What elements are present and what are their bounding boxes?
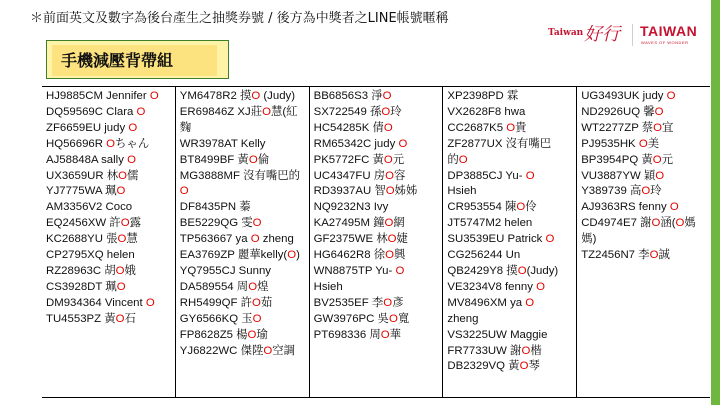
entry-text: (Judy) (526, 264, 559, 277)
entry-text: 娥 (124, 264, 136, 277)
masked-char: O (128, 121, 138, 134)
masked-char: O (106, 137, 116, 150)
winner-entry (447, 216, 574, 232)
entry-text: BB6856S3 淨 (313, 90, 383, 102)
winner-entry (46, 248, 173, 264)
entry-text: zheng (259, 233, 294, 246)
winner-entry (314, 232, 441, 248)
winner-entry (314, 312, 441, 328)
winner-entry (314, 328, 441, 344)
winner-entry (447, 232, 574, 248)
winner-entry (447, 169, 574, 185)
winner-entry (180, 232, 307, 248)
winner-entry (46, 121, 173, 137)
masked-char: O (116, 185, 126, 198)
winner-entry (314, 216, 441, 232)
masked-char: O (250, 233, 260, 246)
winner-entry (314, 121, 441, 137)
entry-text: KA27495M 鐘 (313, 217, 385, 230)
entry-text: DF8435PN 蓁 (179, 201, 251, 214)
winner-entry (447, 105, 574, 121)
entry-text: PJ9535HK (581, 137, 639, 150)
masked-char: O (545, 233, 555, 246)
entry-text: UG3493UK judy (581, 90, 667, 102)
winner-entry (314, 137, 441, 153)
entry-text: AJ58848A sally (46, 153, 128, 166)
masked-char: O (521, 344, 531, 357)
entry-text: JT5747M2 helen (447, 217, 533, 230)
winner-entry (581, 153, 708, 169)
entry-text: zheng (447, 312, 479, 325)
winner-entry (180, 248, 307, 264)
winner-entry (581, 232, 708, 248)
winner-entry (581, 184, 708, 200)
masked-char: O (252, 312, 262, 325)
logo-group (548, 20, 708, 50)
entry-text: TZ2456N7 李 (581, 249, 650, 262)
masked-char: O (248, 153, 258, 166)
winner-entry (180, 105, 307, 137)
winner-entry (46, 296, 173, 312)
logo-divider (632, 24, 633, 46)
entry-text: CS3928DT 珮 (46, 280, 117, 293)
entry-text: MG3888MF 沒有嘴巴的 (179, 169, 301, 182)
entry-text: RZ28963C 胡 (46, 264, 116, 277)
haoxing-logo: 好行 (584, 24, 620, 45)
entry-text: NQ9232N3 Ivy (313, 201, 389, 214)
masked-char: O (641, 185, 651, 198)
entry-text: ちゃん (115, 137, 150, 150)
entry-text: QB2429Y8 摸 (447, 264, 518, 277)
masked-char: O (651, 217, 661, 230)
masked-char: O (669, 201, 679, 214)
entry-text: 美 (647, 137, 660, 150)
masked-char: O (652, 153, 662, 166)
masked-char: O (649, 249, 659, 262)
entry-text: KC2688YU 張 (46, 233, 118, 246)
masked-char: O (115, 264, 125, 277)
page-title: 手機減壓背帶組 (52, 45, 217, 76)
entry-text: TP563667 ya (179, 233, 251, 246)
masked-char: O (117, 233, 127, 246)
entry-text: CP2795XQ helen (46, 249, 135, 262)
winner-entry (314, 296, 441, 312)
entry-text: ZF2877UX 沒有嘴巴 (447, 137, 552, 150)
entry-text: YJ7775WA 珮 (46, 185, 117, 198)
masked-char: O (383, 296, 393, 309)
entry-text: 誠 (658, 249, 670, 262)
entry-text: EA3769ZP 麗華kelly( (179, 249, 288, 262)
entry-text: 空調 (272, 344, 296, 357)
masked-char: O (247, 328, 257, 341)
entry-text: PT698336 周 (313, 328, 381, 341)
entry-text: 元 (661, 153, 674, 166)
entry-text: GF2375WE 林 (313, 233, 388, 246)
winner-entry (314, 200, 441, 216)
winner-entry (46, 200, 173, 216)
entry-text: TU4553PZ 黃 (46, 312, 116, 325)
entry-text: VE3234V8 fenny (447, 280, 537, 293)
winner-entry (581, 121, 708, 137)
entry-text: DA589554 周 (179, 280, 249, 293)
entry-text: CR953554 陳 (447, 201, 517, 214)
entry-text: ER69846Z XJ莊 (179, 105, 263, 118)
winner-entry (314, 280, 441, 296)
winner-entry (180, 200, 307, 216)
masked-char: O (248, 280, 258, 293)
entry-text: RM65342C judy (313, 137, 399, 150)
entry-text: VU3887YW 穎 (581, 169, 656, 182)
winner-entry (314, 153, 441, 169)
winner-column-1 (42, 87, 175, 397)
entry-text: 茹 (260, 296, 273, 309)
entry-text: 玲 (390, 105, 402, 118)
entry-text: SU3539EU Patrick (447, 233, 546, 246)
entry-text: 姊姊 (394, 185, 418, 198)
masked-char: O (395, 264, 405, 277)
entry-text: 婕 (396, 233, 408, 246)
entry-text: 興 (394, 249, 406, 262)
entry-text: 煌 (257, 280, 269, 293)
entry-text: 玲 (650, 185, 662, 198)
entry-text: BV2535EF 李 (313, 296, 384, 309)
winner-entry (581, 216, 708, 232)
entry-text: 倫 (257, 153, 270, 166)
winner-entry (581, 89, 708, 105)
entry-text: CG256244 Un (447, 249, 521, 262)
entry-text: 儒 (127, 169, 139, 182)
winner-entry (314, 248, 441, 264)
winner-entry (581, 200, 708, 216)
winner-entry (180, 312, 307, 328)
winner-entry (46, 312, 173, 328)
entry-text: HG6462R8 徐 (313, 249, 386, 262)
masked-char: O (136, 105, 146, 118)
entry-text: 涵( (660, 217, 676, 230)
entry-text: BP3954PQ 黃 (581, 153, 653, 166)
masked-char: O (517, 264, 527, 277)
winner-entry (314, 105, 441, 121)
masked-char: O (383, 153, 393, 166)
winner-entry (180, 137, 307, 153)
winner-column-2 (175, 87, 309, 397)
winner-entry (46, 89, 173, 105)
entry-text: Hsieh (447, 185, 477, 198)
masked-char: O (382, 90, 392, 102)
masked-char: O (398, 137, 408, 150)
entry-text: CD4974E7 謝 (581, 217, 652, 230)
winner-entry (46, 184, 173, 200)
taiwan-tourism-logo: Taiwan (548, 28, 584, 38)
winner-entry (180, 328, 307, 344)
winner-entry (46, 216, 173, 232)
masked-char: O (458, 153, 468, 166)
entry-text: UC4347FU 房 (313, 169, 386, 182)
entry-text: 露 (129, 217, 141, 230)
entry-text: EQ2456XW 許 (46, 217, 121, 230)
entry-text: RD3937AU 智 (313, 185, 386, 198)
masked-char: O (120, 217, 130, 230)
masked-char: O (519, 360, 529, 373)
masked-char: O (252, 217, 262, 230)
winner-entry (314, 89, 441, 105)
winner-entry (46, 137, 173, 153)
masked-char: O (263, 344, 273, 357)
winner-entry (314, 264, 441, 280)
entry-text: 的 (447, 153, 459, 166)
instruction-note: ＊前面英文及數字為後台產生之抽獎券號 / 後方為中獎者之LINE帳號暱稱 (30, 11, 449, 26)
winner-entry (447, 248, 574, 264)
masked-char: O (127, 153, 136, 166)
entry-text: WT2277ZP 蔡 (581, 121, 654, 134)
taiwan-brand-logo: TAIWAN (640, 23, 698, 39)
masked-char: O (179, 185, 189, 198)
entry-text: 慧(紅麴 (179, 105, 298, 134)
winner-entry (581, 248, 708, 264)
entry-text: PK5772FC 黃 (313, 153, 384, 166)
winner-entry (180, 216, 307, 232)
winner-entry (180, 264, 307, 280)
entry-text: (Judy) (260, 90, 296, 102)
winner-entry (180, 280, 307, 296)
winner-entry (447, 89, 574, 105)
masked-char: O (385, 185, 395, 198)
entry-text: 伶 (525, 201, 537, 214)
masked-char: O (654, 105, 664, 118)
entry-text: FR7733UW 謝 (447, 344, 522, 357)
winner-column-5 (576, 87, 710, 397)
entry-text: YJ6822WC 傑陞 (179, 344, 264, 357)
entry-text: 容 (394, 169, 406, 182)
entry-text: DB2329VQ 黃 (447, 360, 520, 373)
entry-text: YM6478R2 摸 (179, 90, 252, 102)
masked-char: O (145, 296, 155, 309)
winner-entry (447, 184, 574, 200)
entry-text: GW3976PC 吳 (313, 312, 389, 325)
winner-entry (447, 264, 574, 280)
masked-char: O (380, 328, 390, 341)
winner-entry (447, 137, 574, 153)
entry-text: DQ59569C Clara (46, 105, 137, 118)
winner-entry (314, 169, 441, 185)
masked-char: O (675, 217, 685, 230)
masked-char: O (387, 233, 397, 246)
masked-char: O (149, 90, 159, 102)
entry-text: HQ56696R (46, 137, 107, 150)
masked-char: O (666, 90, 676, 102)
entry-text: BT8499BF 黃 (179, 153, 249, 166)
winner-entry (180, 169, 307, 185)
entry-text: RH5499QF 許 (179, 296, 252, 309)
winner-table (42, 86, 710, 398)
masked-char: O (118, 169, 128, 182)
winner-entry (46, 264, 173, 280)
entry-text: SX722549 孫 (313, 105, 382, 118)
masked-char: O (516, 201, 526, 214)
entry-text: WN8875TP Yu- (313, 264, 396, 277)
masked-char: O (384, 217, 394, 230)
winner-entry (46, 280, 173, 296)
masked-char: O (116, 280, 126, 293)
winner-entry (447, 200, 574, 216)
winner-entry (447, 153, 574, 169)
winner-entry (46, 105, 173, 121)
winner-entry (46, 169, 173, 185)
masked-char: O (115, 312, 125, 325)
winner-column-4 (442, 87, 576, 397)
taiwan-brand-tagline: WAVES OF WONDER (641, 40, 689, 45)
entry-text: FP8628Z5 楊 (179, 328, 248, 341)
entry-text: 華 (389, 328, 401, 341)
winner-entry (447, 280, 574, 296)
entry-text: 琴 (528, 360, 540, 373)
entry-text: ) (296, 249, 300, 262)
masked-char: O (251, 90, 261, 102)
masked-char: O (381, 105, 391, 118)
entry-text: 宜 (662, 121, 674, 134)
winner-entry (447, 359, 574, 375)
entry-text: 彥 (392, 296, 404, 309)
masked-char: O (506, 121, 516, 134)
entry-text: ZF6659EU judy (46, 121, 129, 134)
entry-text: UX3659UR 林 (46, 169, 119, 182)
entry-text: GY6566KQ 玉 (179, 312, 253, 325)
entry-text: AM3356V2 Coco (46, 201, 133, 214)
entry-text: DP3885CJ Yu- (447, 169, 526, 182)
entry-text: 網 (393, 217, 405, 230)
winner-entry (180, 153, 307, 169)
masked-char: O (525, 169, 535, 182)
entry-text: ND2926UQ 馨 (581, 105, 655, 118)
masked-char: O (655, 169, 665, 182)
entry-text: 慧 (126, 233, 138, 246)
entry-text: MV8496XM ya (447, 296, 526, 309)
entry-text: BE5229QG 雯 (179, 217, 253, 230)
entry-text: HJ9885CM Jennifer (46, 90, 150, 102)
masked-char: O (251, 296, 261, 309)
masked-char: O (385, 169, 394, 182)
entry-text: YQ7955CJ Sunny (179, 264, 271, 277)
entry-text: VS3225UW Maggie (447, 328, 548, 341)
winner-entry (46, 153, 173, 169)
winner-entry (447, 121, 574, 137)
masked-char: O (383, 121, 393, 134)
winner-entry (581, 105, 708, 121)
masked-char: O (388, 312, 398, 325)
winner-entry (447, 328, 574, 344)
entry-text: AJ9363RS fenny (581, 201, 670, 214)
entry-text: DM934364 Vincent (46, 296, 146, 309)
winner-entry (581, 169, 708, 185)
entry-text: HC54285K 倩 (313, 121, 384, 134)
winner-entry (447, 344, 574, 360)
winner-entry (447, 296, 574, 312)
entry-text: 媽) (581, 233, 597, 246)
entry-text: 石 (124, 312, 136, 325)
winner-entry (447, 312, 574, 328)
entry-text: 媽 (684, 217, 696, 230)
masked-char: O (287, 249, 297, 262)
entry-text: WR3978AT Kelly (179, 137, 266, 150)
entry-text: 貴 (515, 121, 527, 134)
entry-text: CC2687K5 (447, 121, 507, 134)
winner-entry (180, 296, 307, 312)
green-edge-bar (711, 0, 720, 405)
winner-entry (314, 184, 441, 200)
entry-text: XP2398PD 霖 (447, 90, 519, 102)
entry-text: Y389739 高 (581, 185, 642, 198)
winner-entry (180, 89, 307, 105)
entry-text: VX2628F8 hwa (447, 105, 526, 118)
winner-entry (581, 137, 708, 153)
entry-text: 元 (392, 153, 405, 166)
winner-column-3 (309, 87, 443, 397)
masked-char: O (525, 296, 535, 309)
masked-char: O (385, 249, 395, 262)
entry-text: Hsieh (313, 280, 343, 293)
masked-char: O (638, 137, 648, 150)
entry-text: 寬 (397, 312, 410, 325)
winner-entry (180, 344, 307, 360)
winner-entry (180, 184, 307, 200)
entry-text: 楷 (530, 344, 542, 357)
masked-char: O (262, 105, 271, 118)
masked-char: O (653, 121, 663, 134)
entry-text: 瑜 (256, 328, 268, 341)
masked-char: O (536, 280, 545, 293)
winner-entry (46, 232, 173, 248)
